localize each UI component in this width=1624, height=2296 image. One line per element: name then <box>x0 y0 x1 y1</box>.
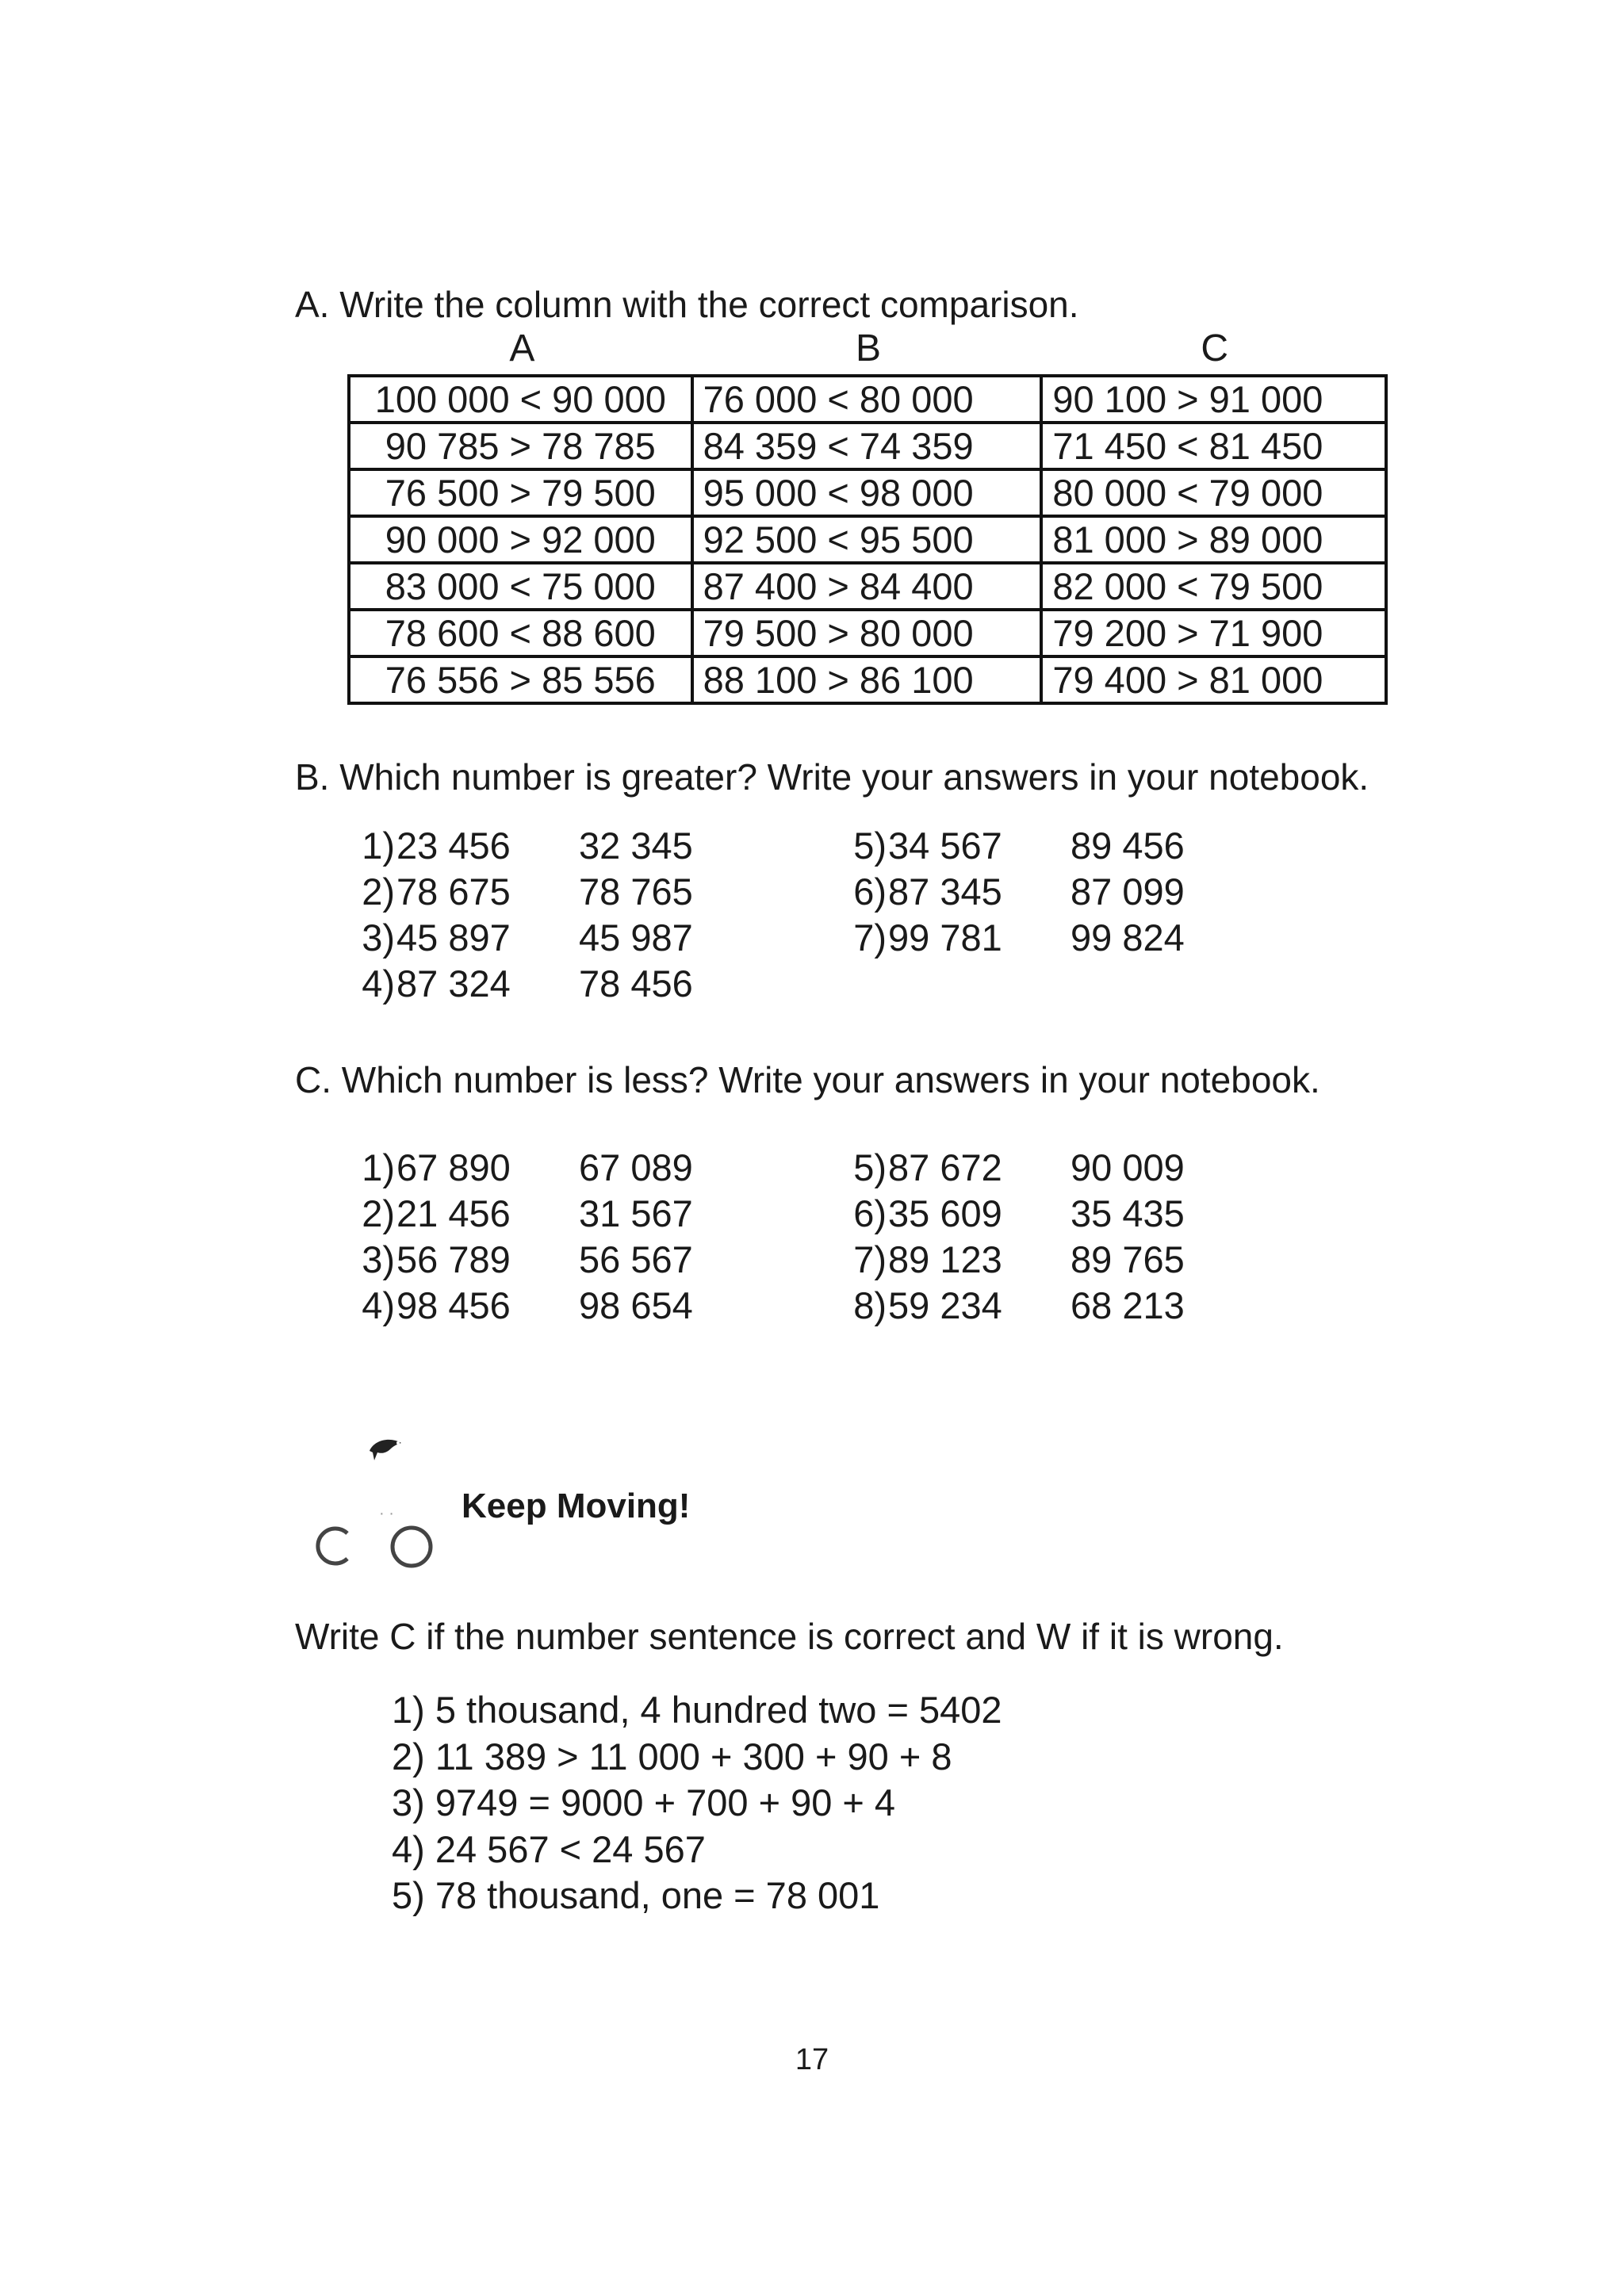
list-item <box>349 1283 737 1329</box>
section-c-list-left <box>349 1145 737 1329</box>
first-number: 34 567 <box>888 825 1002 867</box>
list-item <box>841 1237 1229 1283</box>
second-number: 89 456 <box>1071 825 1185 867</box>
column-headers <box>349 325 1388 373</box>
comparison-cell: 90 000 > 92 000 <box>349 516 692 563</box>
item-number: 6) <box>853 1192 887 1234</box>
second-number: 35 435 <box>1071 1192 1185 1234</box>
section-c-heading: C. Which number is less? Write your answers in your notebook. <box>295 1059 1320 1100</box>
section-d-list <box>392 1687 1002 1919</box>
second-number: 78 456 <box>579 962 693 1004</box>
first-number: 99 781 <box>888 916 1002 959</box>
list-item <box>349 869 737 915</box>
comparison-cell: 88 100 > 86 100 <box>692 656 1042 703</box>
comparison-cell: 90 100 > 91 000 <box>1041 376 1386 423</box>
table-row <box>349 469 1386 516</box>
bicycle-wheel-icon <box>311 1522 358 1570</box>
first-number: 21 456 <box>396 1192 511 1234</box>
list-item <box>841 915 1229 961</box>
column-header-b: B <box>856 327 882 369</box>
second-number: 99 824 <box>1071 916 1185 959</box>
comparison-cell: 79 500 > 80 000 <box>692 610 1042 656</box>
comparison-cell: 92 500 < 95 500 <box>692 516 1042 563</box>
comparison-cell: 84 359 < 74 359 <box>692 423 1042 469</box>
section-a-heading: A. Write the column with the correct comparison. <box>295 284 1079 325</box>
item-number: 5) <box>853 825 887 867</box>
comparison-cell: 76 500 > 79 500 <box>349 469 692 516</box>
item-number: 5) <box>853 1146 887 1188</box>
first-number: 78 675 <box>396 871 511 913</box>
list-item: 5) 78 thousand, one = 78 001 <box>392 1874 880 1916</box>
first-number: 87 324 <box>396 962 511 1004</box>
bird-icon <box>366 1433 408 1465</box>
first-number: 98 456 <box>396 1284 511 1326</box>
comparison-cell: 81 000 > 89 000 <box>1041 516 1386 563</box>
second-number: 67 089 <box>579 1146 693 1188</box>
table-row <box>349 610 1386 656</box>
item-number: 7) <box>853 1238 887 1280</box>
item-number: 6) <box>853 871 887 913</box>
item-number: 2) <box>362 1192 395 1234</box>
list-item: 1) 5 thousand, 4 hundred two = 5402 <box>392 1689 1002 1731</box>
list-item <box>841 869 1229 915</box>
section-b-list-right <box>841 823 1229 961</box>
comparison-cell: 95 000 < 98 000 <box>692 469 1042 516</box>
list-item <box>349 1237 737 1283</box>
list-item <box>349 915 737 961</box>
list-item: 4) 24 567 < 24 567 <box>392 1827 706 1870</box>
list-item <box>841 1145 1229 1191</box>
first-number: 87 345 <box>888 871 1002 913</box>
comparison-cell: 78 600 < 88 600 <box>349 610 692 656</box>
second-number: 32 345 <box>579 825 693 867</box>
comparison-cell: 79 400 > 81 000 <box>1041 656 1386 703</box>
comparison-table <box>347 374 1388 705</box>
table-row <box>349 516 1386 563</box>
page-number: 17 <box>795 2043 829 2076</box>
first-number: 23 456 <box>396 825 511 867</box>
second-number: 45 987 <box>579 916 693 959</box>
comparison-cell: 80 000 < 79 000 <box>1041 469 1386 516</box>
first-number: 45 897 <box>396 916 511 959</box>
second-number: 90 009 <box>1071 1146 1185 1188</box>
comparison-cell: 82 000 < 79 500 <box>1041 563 1386 610</box>
table-row <box>349 423 1386 469</box>
first-number: 89 123 <box>888 1238 1002 1280</box>
list-item: 2) 11 389 > 11 000 + 300 + 90 + 8 <box>392 1735 952 1777</box>
second-number: 56 567 <box>579 1238 693 1280</box>
item-number: 8) <box>853 1284 887 1326</box>
list-item <box>349 823 737 869</box>
list-item <box>841 1191 1229 1237</box>
comparison-cell: 79 200 > 71 900 <box>1041 610 1386 656</box>
first-number: 59 234 <box>888 1284 1002 1326</box>
column-header-c: C <box>1201 327 1229 369</box>
comparison-cell: 90 785 > 78 785 <box>349 423 692 469</box>
section-b-list-left <box>349 823 737 1007</box>
table-row <box>349 656 1386 703</box>
item-number: 4) <box>362 962 395 1004</box>
decorative-dots: · · <box>379 1505 394 1522</box>
first-number: 87 672 <box>888 1146 1002 1188</box>
section-d-heading: Write C if the number sentence is correct and W if it is wrong. <box>295 1616 1284 1657</box>
list-item <box>349 961 737 1007</box>
second-number: 87 099 <box>1071 871 1185 913</box>
item-number: 3) <box>362 916 395 959</box>
second-number: 78 765 <box>579 871 693 913</box>
first-number: 67 890 <box>396 1146 511 1188</box>
list-item <box>841 1283 1229 1329</box>
item-number: 4) <box>362 1284 395 1326</box>
comparison-cell: 76 556 > 85 556 <box>349 656 692 703</box>
bicycle-wheel-icon <box>387 1522 436 1571</box>
comparison-cell: 100 000 < 90 000 <box>349 376 692 423</box>
second-number: 31 567 <box>579 1192 693 1234</box>
list-item <box>841 823 1229 869</box>
list-item: 3) 9749 = 9000 + 700 + 90 + 4 <box>392 1781 896 1823</box>
section-b-heading: B. Which number is greater? Write your answers in your notebook. <box>295 756 1369 798</box>
item-number: 7) <box>853 916 887 959</box>
section-c-list-right <box>841 1145 1229 1329</box>
item-number: 3) <box>362 1238 395 1280</box>
comparison-cell: 83 000 < 75 000 <box>349 563 692 610</box>
list-item <box>349 1191 737 1237</box>
second-number: 68 213 <box>1071 1284 1185 1326</box>
comparison-cell: 87 400 > 84 400 <box>692 563 1042 610</box>
column-header-a: A <box>509 327 535 369</box>
keep-moving-title: Keep Moving! <box>462 1487 691 1525</box>
list-item <box>349 1145 737 1191</box>
comparison-cell: 71 450 < 81 450 <box>1041 423 1386 469</box>
table-row <box>349 563 1386 610</box>
item-number: 1) <box>362 1146 395 1188</box>
second-number: 89 765 <box>1071 1238 1185 1280</box>
item-number: 2) <box>362 871 395 913</box>
first-number: 56 789 <box>396 1238 511 1280</box>
item-number: 1) <box>362 825 395 867</box>
table-row <box>349 376 1386 423</box>
second-number: 98 654 <box>579 1284 693 1326</box>
comparison-cell: 76 000 < 80 000 <box>692 376 1042 423</box>
first-number: 35 609 <box>888 1192 1002 1234</box>
